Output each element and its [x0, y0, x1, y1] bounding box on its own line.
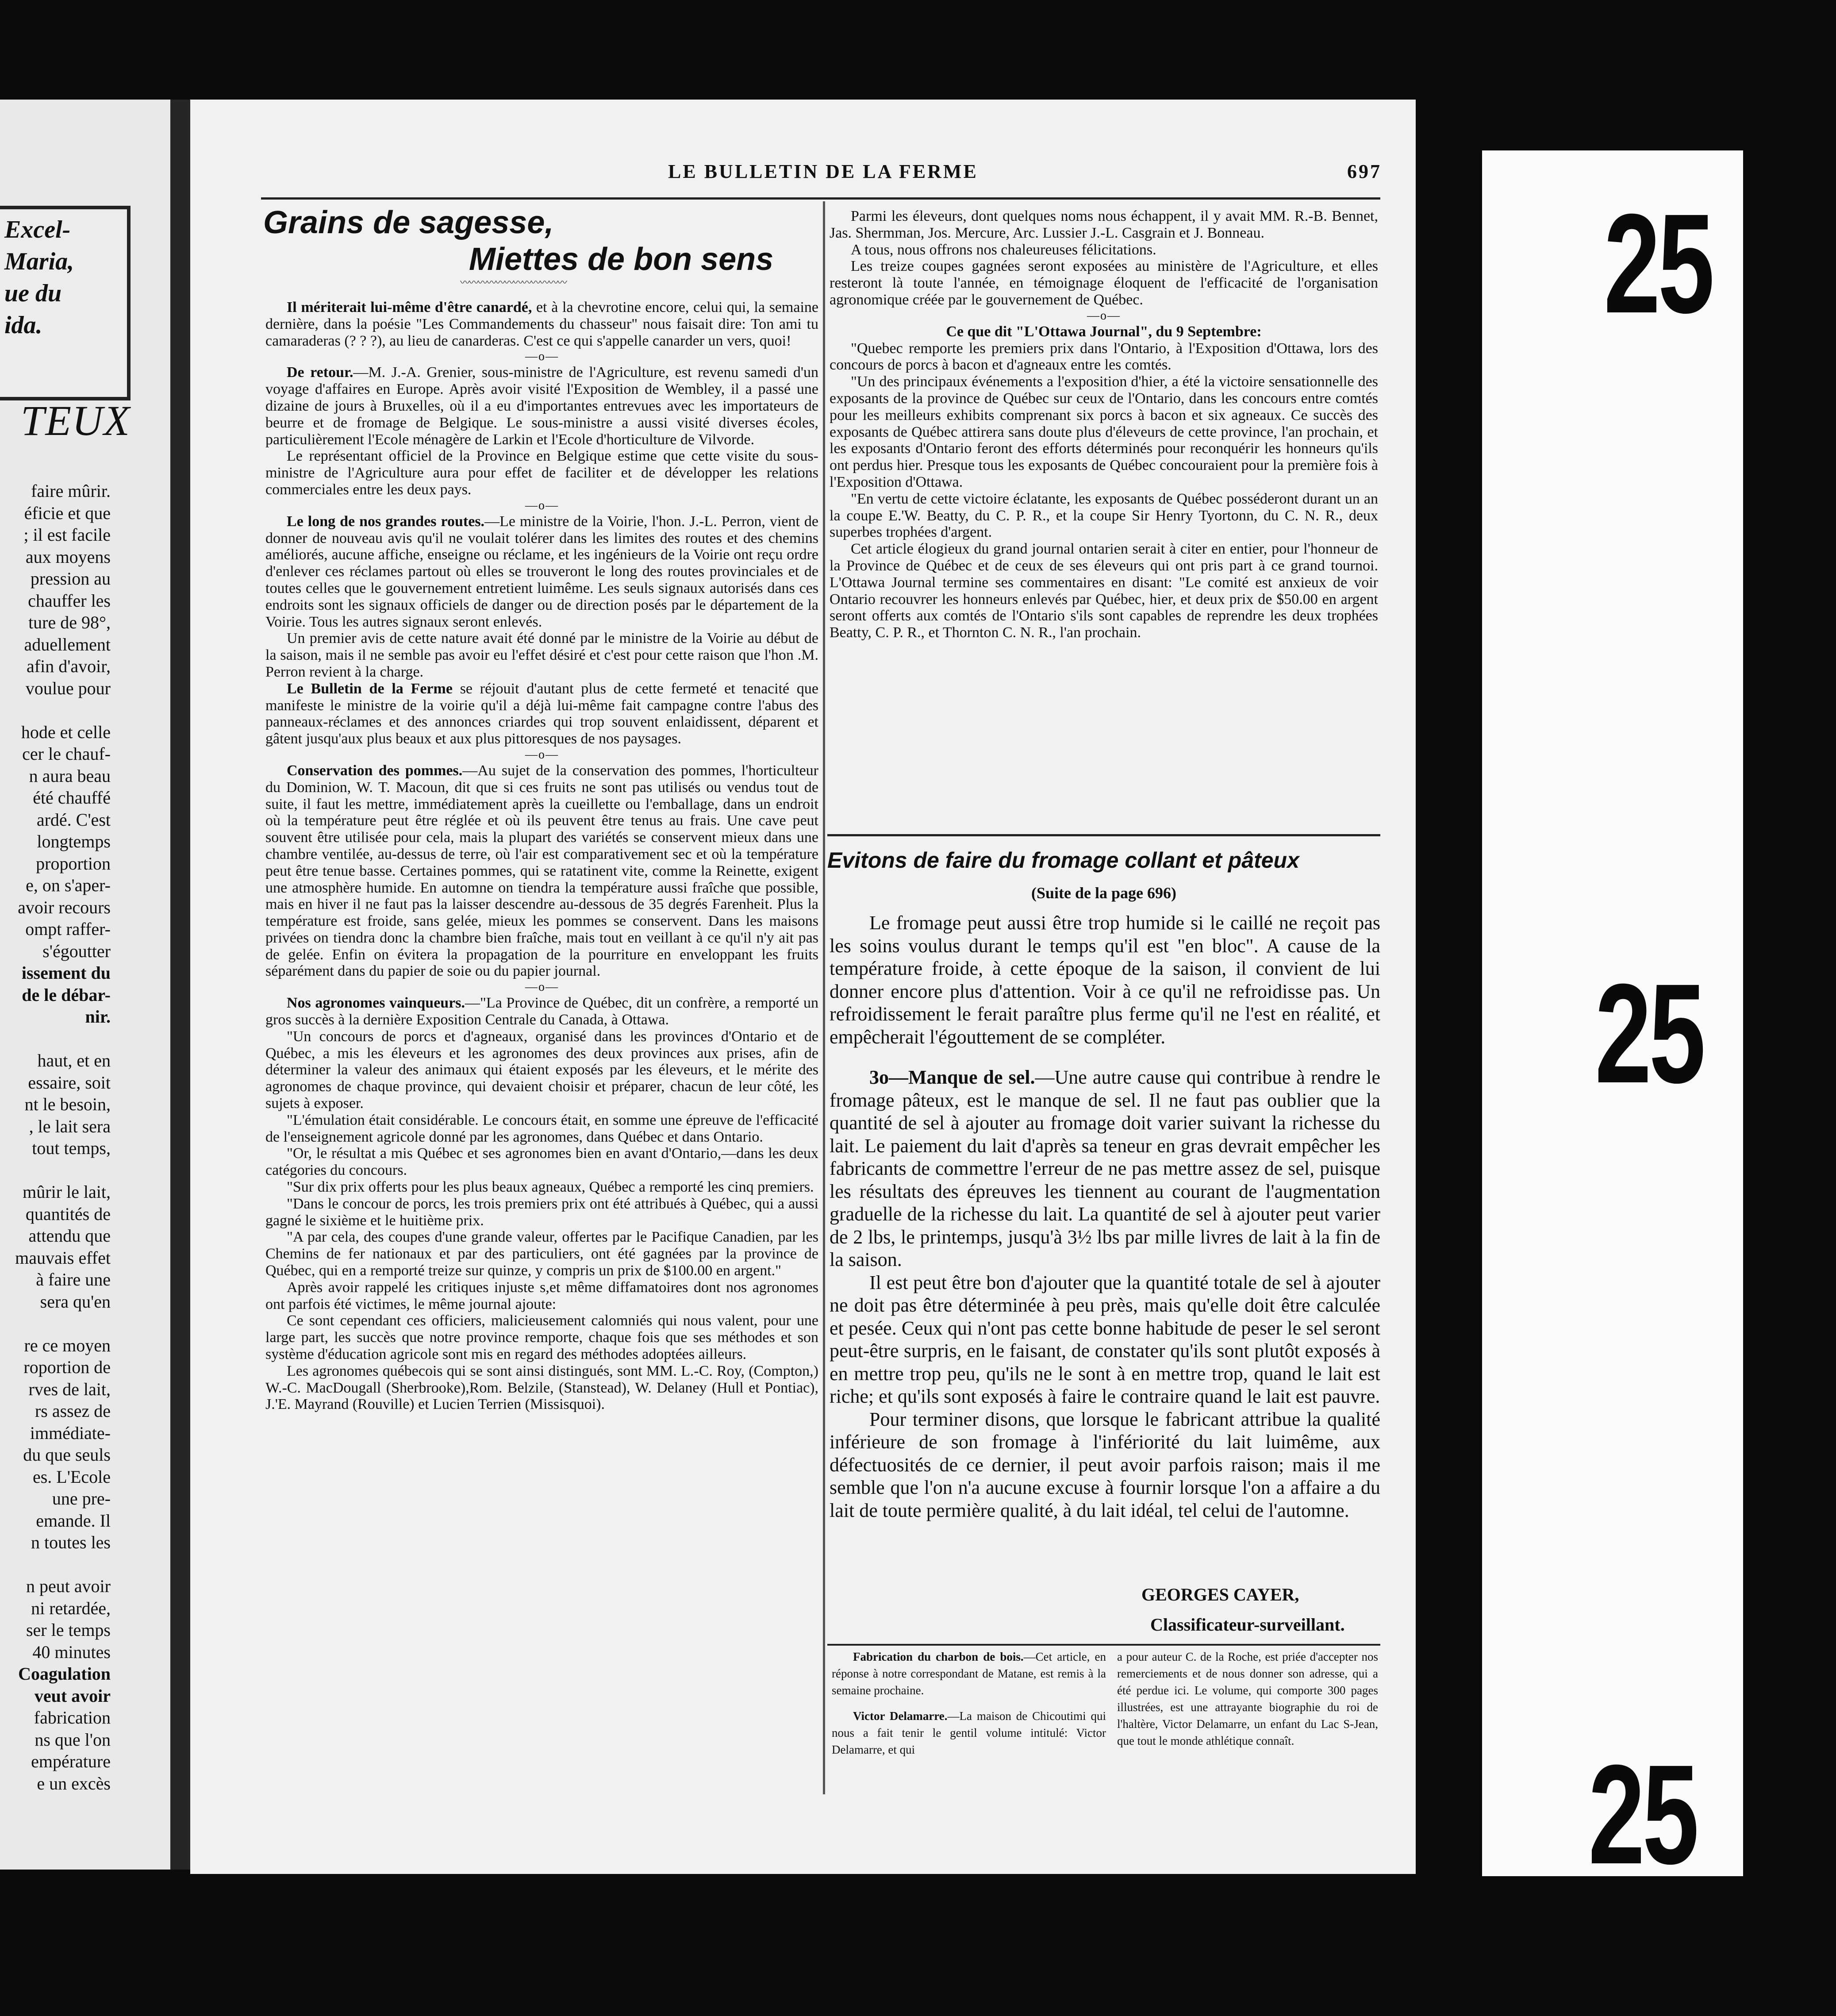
left-column-body — [265, 299, 818, 1413]
paragraph — [265, 513, 818, 631]
paragraph: "L'émulation était considérable. Le concours était, en somme une épreuve de l'efficacité de l'enseignement agricole donné par les agronomes, dans Québec et dans Ontario. — [265, 1112, 818, 1145]
previous-page-box — [0, 206, 131, 400]
paragraph: "Un des principaux événements a l'exposition d'hier, a été la victoire sensationnelle des exposants de la province de Québec sur ceux de l'Ontario, dans les concours entre comtés pour les meilleurs exhibits comprenant six porcs à bacon et six agneaux. Ce succès des exposants de Québec attirera sans doute plus d'éleveurs de cette province, l'an prochain, et les exposants d'Ontario feront des efforts déterminés pour reconquérir les honneurs qu'ils ont perdus hier. Presque tous les exposants de Québec concouraient pour la première fois à l'Exposition d'Ottawa. — [830, 373, 1378, 490]
footnote: a pour auteur C. de la Roche, est priée d'accepter nos remerciements et de nous donner son adresse, qui a été perdue ici. Le volume, qui comporte 300 pages illustrées, est une attrayante biographie du roi de l'haltère, Victor Delamarre, un enfant du Lac S-Jean, que tout le monde athlétique connaît. — [1117, 1650, 1378, 1747]
previous-page-line: tout temps, — [32, 1138, 111, 1158]
previous-page-line: rs assez de — [35, 1401, 111, 1421]
previous-page-line: voulue pour — [25, 678, 111, 698]
previous-page-line: hode et celle — [21, 722, 111, 742]
column-title-line2: Miettes de bon sens — [469, 242, 774, 277]
section-heading: Ce que dit "L'Ottawa Journal", du 9 Septembre: — [946, 323, 1262, 340]
signature-name: GEORGES CAYER, — [1141, 1585, 1299, 1604]
header-rule — [261, 197, 1380, 200]
paragraph: Après avoir rappelé les critiques injuste s,et même diffamatoires dont nos agronomes ont parfois été victimes, le même journal ajoute: — [265, 1279, 818, 1312]
page-number: 697 — [1347, 161, 1382, 182]
previous-page-line: de le débar- — [22, 985, 111, 1005]
previous-page-line: veut avoir — [34, 1685, 111, 1706]
paragraph-text: se réjouit d'autant plus de cette fermeté et tenacité que manifeste le ministre de la voirie qu'il a déjà lui-même fait campagne contre l'abus des panneaux-réclames et des annonces criardes qui trop souvent enlaidissent, déparent et gâtent jusqu'aux plus beaux et aux plus pittoresques de nos paysages. — [265, 680, 818, 747]
previous-page-line: été chauffé — [33, 788, 111, 808]
previous-page-line: mûrir le lait, — [23, 1182, 111, 1202]
right-column-body — [830, 208, 1378, 641]
box-line: ue du — [4, 280, 62, 307]
paragraph: Un premier avis de cette nature avait été donné par le ministre de la Voirie au début de la saison, mais il ne semble pas avoir eu l'effet désiré et c'est pour cette raison que l'hon .M. Perron revient à la charge. — [265, 630, 818, 680]
previous-page-line: à faire une — [36, 1270, 111, 1289]
previous-page-line: chauffer les — [28, 590, 111, 611]
previous-page-line: fabrication — [34, 1708, 111, 1727]
article-title: Evitons de faire du fromage collant et pâteux — [827, 848, 1299, 873]
box-line: Maria, — [4, 248, 74, 275]
separator: —o— — [1087, 308, 1121, 323]
footnote — [832, 1708, 1106, 1758]
paragraph: Les treize coupes gagnées seront exposées au ministère de l'Agriculture, et elles resteront là toute l'année, en témoignage éloquent de l'efficacité de l'organisation agronomique créée par le gouvernement de Québec. — [830, 258, 1378, 308]
footnote-lead: Fabrication du charbon de bois. — [853, 1650, 1024, 1663]
previous-page-line: ; il est facile — [23, 525, 111, 545]
paragraph: Ce sont cependant ces officiers, malicieusement calomniés qui nous valent, pour une large part, les succès que notre province remporte, chaque fois que ses méthodes et son système d'éducation agricole sont mis en regard des méthodes adoptées ailleurs. — [265, 1312, 818, 1363]
previous-page-line: faire mûrir. — [31, 481, 111, 501]
paragraph — [265, 299, 818, 349]
paragraph: Pour terminer disons, que lorsque le fabricant attribue la qualité inférieure de son fromage à l'infériorité du lait luimême, aux défectuosités de ce dernier, il peut avoir parfois raison; mais il me semble que l'on n'a aucune excuse à fournir lorsque l'on a affaire a du lait de toute permière qualité, à du lait idéal, tel celui de l'automne. — [830, 1408, 1380, 1521]
previous-page-line: ni retardée, — [31, 1598, 111, 1618]
previous-page-line: ture de 98°, — [28, 612, 111, 632]
paragraph: Le représentant officiel de la Province en Belgique estime que cette visite du sous-ministre de l'Agriculture aura pour effet de faciliter et de développer les relations commerciales entre les deux pays. — [265, 448, 818, 498]
previous-page-line: avoir recours — [18, 897, 111, 917]
article-rule — [827, 834, 1380, 836]
previous-page-line: sera qu'en — [40, 1291, 111, 1312]
footnote-text: —La maison de Chicoutimi qui nous a fait tenir le gentil volume intitulé: Victor Delamarre, et qui — [832, 1709, 1106, 1756]
separator: —o— — [525, 350, 559, 364]
article-subtitle: (Suite de la page 696) — [1031, 884, 1176, 902]
paragraph: Cet article élogieux du grand journal ontarien serait à citer en entier, pour l'honneur de la Province de Québec et de ceux de ses éleveurs qui ont pris part à ce grand tournoi. L'Ottawa Journal termine ses commentaires en disant: "Le comité est anxieux de voir Ontario recouvrer les honneurs enlevés par Québec, hier, et deux prix de $50.00 en argent seront offerts aux comtés de l'Ontario s'ils sont capables de reprendre les deux trophées Beatty, C. P. R., et Thornton C. N. R., l'an prochain. — [830, 541, 1378, 641]
paragraph-lead: Il mériterait lui-même d'être canardé, — [287, 299, 532, 315]
target-number-top: 25 — [1604, 184, 1712, 342]
footnote-text: —Cet article, en réponse à notre correspondant de Matane, est remis à la semaine prochaine. — [832, 1650, 1106, 1697]
previous-page-line: pression au — [30, 569, 111, 589]
previous-page-line: longtemps — [37, 831, 111, 851]
previous-page-line: , le lait sera — [29, 1116, 111, 1136]
box-line: Excel- — [4, 216, 71, 243]
previous-page-line: nt le besoin, — [24, 1094, 111, 1114]
paragraph: "Dans le concour de porcs, les trois premiers prix ont été attribués à Québec, qui a aussi gagné le sixième et le huitième prix. — [265, 1195, 818, 1229]
box-line: ida. — [4, 312, 42, 339]
previous-page-line: mauvais effet — [15, 1247, 111, 1268]
paragraph-lead: Le Bulletin de la Ferme — [287, 680, 453, 697]
previous-page-line: Coagulation — [18, 1664, 111, 1684]
previous-page-line: nir. — [85, 1007, 111, 1027]
previous-page-line: roportion de — [23, 1357, 111, 1377]
paragraph — [265, 681, 818, 747]
paragraph — [830, 1066, 1380, 1271]
previous-page-line: s'égoutter — [42, 941, 111, 961]
target-number-bottom: 25 — [1588, 1735, 1697, 1893]
paragraph: "A par cela, des coupes d'une grande valeur, offertes par le Pacifique Canadien, par les Chemins de fer nationaux et par des particuliers, ont été gagnées par la province de Québec, qui en a remporté treize sur quinze, y compris un prix de $100.00 en argent." — [265, 1229, 818, 1279]
previous-page-line: ns que l'on — [35, 1729, 111, 1750]
footnotes-left — [832, 1648, 1106, 1758]
previous-page-line: es. L'Ecole — [32, 1466, 111, 1487]
previous-page-heading: TEUX — [21, 397, 131, 444]
previous-page-line: rves de lait, — [28, 1379, 111, 1399]
previous-page-line: du que seuls — [23, 1445, 111, 1465]
previous-page-line: aux moyens — [25, 546, 111, 567]
previous-page-line: issement du — [21, 963, 111, 983]
paragraph: A tous, nous offrons nos chaleureuses félicitations. — [851, 241, 1156, 258]
previous-page-line: aduellement — [24, 634, 111, 654]
paragraph: "Un concours de porcs et d'agneaux, organisé dans les provinces d'Ontario et de Québec, a mis les éleveurs et les agronomes des deux provinces aux prises, afin de déterminer la valeur des animaux qui étaient exposés par les éleveurs, et le mérite des agronomes de chaque province, qui devaient choisir et préparer, chacun de leur côté, les sujets à exposer. — [265, 1028, 818, 1112]
running-header-title: LE BULLETIN DE LA FERME — [668, 161, 978, 182]
previous-page-line: proportion — [36, 853, 111, 873]
paragraph-text: —Une autre cause qui contribue à rendre le fromage pâteux, est le manque de sel. Il ne faut pas oublier que la quantité de sel à ajouter au fromage doit varier suivant la richesse du lait. Le paiement du lait d'après sa teneur en gras devrait empêcher les fabricants de commettre l'erreur de ne pas mettre assez de sel, puisque les résultats des épreuves les tiennent au courant de l'augmentation graduelle de la richesse du lait. La quantité de sel à ajouter peut varier de 2 lbs, le printemps, jusqu'à 3½ lbs par mille livres de lait à la fin de la saison. — [830, 1066, 1380, 1270]
previous-page-line: re ce moyen — [24, 1335, 111, 1355]
paragraph — [265, 364, 818, 448]
paragraph: "En vertu de cette victoire éclatante, les exposants de Québec posséderont durant un an la coupe E.'W. Beatty, du C. P. R., et la coupe Sir Henry Tyortonn, du C. N. R., deux superbes trophées d'argent. — [830, 490, 1378, 541]
paragraph: Parmi les éleveurs, dont quelques noms nous échappent, il y avait MM. R.-B. Bennet, Jas. Shermman, Jos. Mercure, Arc. Lussier J.-L. Casgrain et J. Bonneau. — [830, 208, 1378, 241]
separator: —o— — [525, 498, 559, 512]
paragraph: "Sur dix prix offerts pour les plus beaux agneaux, Québec a remporté les cinq premiers. — [287, 1179, 814, 1196]
paragraph: Le fromage peut aussi être trop humide si le caillé ne reçoit pas les soins voulus durant le temps qu'il est "en bloc". A cause de la température froide, à cette époque de la saison, il convient de lui donner encore plus d'attention. Voir à ce qu'il ne refroidisse pas. Un refroidissement le ferait paraître plus ferme qu'il ne l'est en réalité, et empêcherait l'égouttement de se compléter. — [830, 912, 1380, 1048]
paragraph-lead: Le long de nos grandes routes. — [287, 513, 485, 530]
previous-page-line: une pre- — [52, 1489, 111, 1508]
previous-page-line: e, on s'aper- — [26, 875, 111, 895]
previous-page-line: e un excès — [37, 1773, 111, 1793]
paragraph-text: —"La Province de Québec, dit un confrère, a remporté un gros succès à la dernière Exposition Centrale du Canada, à Ottawa. — [265, 995, 819, 1028]
paragraph-lead: Nos agronomes vainqueurs. — [287, 995, 465, 1012]
footnote — [832, 1648, 1106, 1699]
previous-page-line: n peut avoir — [26, 1576, 111, 1596]
book-gutter — [170, 100, 190, 1870]
previous-page-line: ser le temps — [26, 1620, 111, 1640]
previous-page-line: cer le chauf- — [22, 744, 111, 764]
paragraph: Il est peut être bon d'ajouter que la quantité totale de sel à ajouter ne doit pas être déterminée à peu près, mais qu'elle doit être calculée et pesée. Ceux qui n'ont pas cette bonne habitude de peser le sel seront peut-être surpris, en le faisant, de constater qu'ils sont plutôt exposés à en mettre trop peu, qu'ils ne le sont à en mettre trop, quand le lait est riche; et qu'ils sont exposés à faire le contraire quand le lait est pauvre. — [830, 1271, 1380, 1407]
previous-page-line: n toutes les — [31, 1532, 111, 1552]
previous-page-line: empérature — [31, 1751, 111, 1771]
previous-page-line: afin d'avoir, — [27, 656, 111, 676]
paragraph-text: —Au sujet de la conservation des pommes, l'horticulteur du Dominion, W. T. Macoun, dit que si ces fruits ne sont pas utilisés ou vendus tout de suite, il faut les mettre, immédiatement après la cueillette ou l'emballage, dans un endroit où la température peut être réglée et où ils peuvent être tenus au frais. Une cave peut souvent être utilisée pour cela, mais la plupart des variétés se conservent mieux dans une chambre ventilée, au-dessus de terre, où l'air est comparativement sec et où la température peut être tenue basse. Certaines pommes, qui se ratatinent vite, comme la Reinette, exigent une atmosphère humide. En automne on tiendra la température aussi fraîche que possible, mais en hiver il ne faut pas la laisser descendre au-dessous de 35 degrés Farenheit. Plus la température est froide, sans gelée, mieux les pommes se conservent. Dans les maisons privées on tiendra donc la chambre bien fraîche, mais tout en veillant à ce qu'il n'y ait pas de gelée. Enfin on évitera la propagation de la pourriture en enveloppant les fruits séparément dans du papier de soie ou du papier journal. — [265, 762, 818, 980]
previous-page-line: ardé. C'est — [36, 809, 111, 830]
previous-page-line: immédiate- — [30, 1423, 111, 1443]
footnotes-right — [1117, 1648, 1378, 1749]
previous-page-line: 40 minutes — [32, 1642, 111, 1662]
target-strip — [1482, 150, 1743, 1893]
paragraph: "Quebec remporte les premiers prix dans l'Ontario, à l'Exposition d'Ottawa, lors des concours de porcs à bacon et d'agneaux entre les comtés. — [830, 340, 1378, 373]
target-number-middle: 25 — [1595, 954, 1703, 1112]
column-title-line1: Grains de sagesse, — [263, 205, 554, 240]
paragraph: Les agronomes québecois qui se sont ainsi distingués, sont MM. L.-C. Roy, (Compton,) W.-C. MacDougall (Sherbrooke),Rom. Belzile, (Stanstead), W. Delaney (Hull et Pontiac), J.'E. Mayrand (Rouville) et Lucien Terrien (Missisquoi). — [265, 1362, 818, 1413]
separator: —o— — [525, 747, 559, 762]
paragraph-lead: Conservation des pommes. — [287, 762, 463, 779]
column-divider — [823, 201, 825, 1794]
previous-page-line: haut, et en — [37, 1050, 111, 1070]
paragraph — [265, 762, 818, 980]
paragraph-text: et à la chevrotine encore, celui qui, la semaine dernière, dans la poésie "Les Commandements du chasseur" nous faisait dire: Ton ami tu camaraderas (? ? ?), au lieu de canarderas. C'est ce qui s'appelle canarder un vers, quoi! — [265, 299, 819, 349]
article-body — [830, 912, 1380, 1522]
footnote-lead: Victor Delamarre. — [853, 1709, 948, 1723]
separator: —o— — [525, 980, 559, 994]
previous-page-line: ompt raffer- — [25, 919, 111, 939]
previous-page-line: n aura beau — [29, 766, 111, 786]
previous-page-line: éficie et que — [24, 503, 111, 523]
previous-page-line: quantités de — [25, 1204, 111, 1224]
footnote-rule — [827, 1644, 1380, 1646]
previous-page-line: emande. Il — [36, 1510, 111, 1531]
signature-title: Classificateur-surveillant. — [1150, 1615, 1345, 1635]
paragraph-text: —M. J.-A. Grenier, sous-ministre de l'Agriculture, est revenu samedi d'un voyage d'affaires en Europe. Après avoir visité l'Exposition de Wembley, il a passé une dizaine de jours à Bruxelles, où il a eu d'importantes entrevues avec les importateurs de beurre et de fromage de Belgique. Le sous-ministre a aussi visité diverses écoles, particulièrement l'Ecole ménagère de Larkin et l'Ecole d'horticulture de Vilvorde. — [265, 364, 818, 448]
paragraph-lead: De retour. — [287, 364, 353, 381]
title-ornament: 〰〰〰〰〰〰〰〰〰〰〰〰 — [460, 277, 567, 288]
paragraph-lead: 3o—Manque de sel. — [869, 1066, 1035, 1088]
paragraph — [265, 995, 818, 1028]
paragraph-text: —Le ministre de la Voirie, l'hon. J.-L. Perron, vient de donner de nouveau avis qu'il ne voulait tolérer dans les limites des routes et des chemins améliorés, aucune affiche, enseigne ou réclame, et les ingénieurs de la Voirie ont reçu ordre d'enlever ces réclames partout où elles se trouveront le long des routes provinciales et de toutes celles que le gouvernement entretient luimême. Les seuls signaux autorisés dans ces endroits sont les signaux officiels de danger ou de direction posés par le département de la Voirie. Tous les autres signaux seront enlevés. — [265, 513, 818, 630]
paragraph: "Or, le résultat a mis Québec et ses agronomes bien en avant d'Ontario,—dans les deux catégories du concours. — [265, 1145, 818, 1179]
previous-page-line: essaire, soit — [28, 1072, 111, 1093]
previous-page-line: attendu que — [28, 1226, 111, 1246]
